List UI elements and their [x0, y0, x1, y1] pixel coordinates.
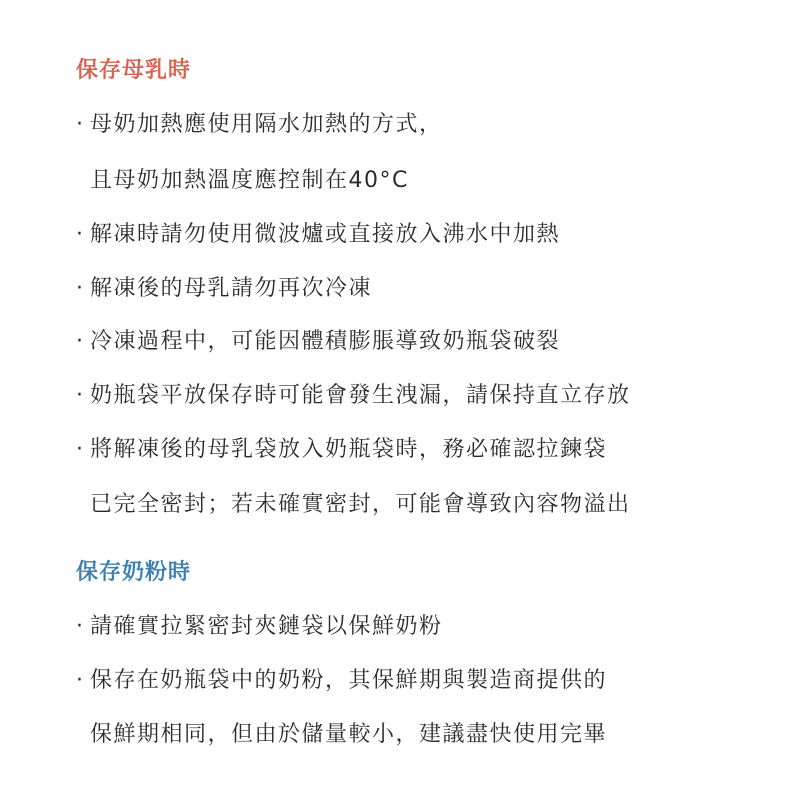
- bullet: ·: [76, 668, 85, 693]
- list-item: [76, 327, 560, 357]
- list-item-continuation: [76, 720, 607, 750]
- section-title-formula-powder: 保存奶粉時: [76, 560, 192, 585]
- list-item-text: 且母奶加熱溫度應控制在40°C: [90, 168, 409, 193]
- list-item-text: 解凍後的母乳請勿再次冷凍: [90, 276, 373, 301]
- bullet: ·: [76, 222, 85, 247]
- list-item: [76, 666, 607, 696]
- list-item-continuation: [76, 166, 409, 196]
- section-title-breast-milk: 保存母乳時: [76, 58, 192, 83]
- bullet: ·: [76, 383, 85, 408]
- bullet: ·: [76, 437, 85, 462]
- list-item-text: 奶瓶袋平放保存時可能會發生洩漏，請保持直立存放: [90, 383, 631, 408]
- bullet: ·: [76, 276, 85, 301]
- list-item-text: 保存在奶瓶袋中的奶粉，其保鮮期與製造商提供的: [90, 668, 608, 693]
- bullet: ·: [76, 112, 85, 137]
- list-item: [76, 381, 631, 411]
- list-item-text: 保鮮期相同，但由於儲量較小，建議盡快使用完畢: [90, 722, 608, 747]
- list-item: [76, 220, 560, 250]
- list-item: [76, 435, 607, 465]
- list-item-text: 母奶加熱應使用隔水加熱的方式，: [90, 112, 443, 137]
- list-item-text: 請確實拉緊密封夾鏈袋以保鮮奶粉: [90, 614, 443, 639]
- list-item-text: 將解凍後的母乳袋放入奶瓶袋時，務必確認拉鍊袋: [90, 437, 608, 462]
- list-item-continuation: [76, 490, 631, 520]
- bullet: ·: [76, 614, 85, 639]
- list-item-text: 解凍時請勿使用微波爐或直接放入沸水中加熱: [90, 222, 561, 247]
- list-item: [76, 110, 443, 140]
- list-item-text: 冷凍過程中，可能因體積膨脹導致奶瓶袋破裂: [90, 329, 561, 354]
- list-item-text: 已完全密封；若未確實密封，可能會導致內容物溢出: [90, 492, 631, 517]
- bullet: ·: [76, 329, 85, 354]
- list-item: [76, 274, 372, 304]
- list-item: [76, 612, 443, 642]
